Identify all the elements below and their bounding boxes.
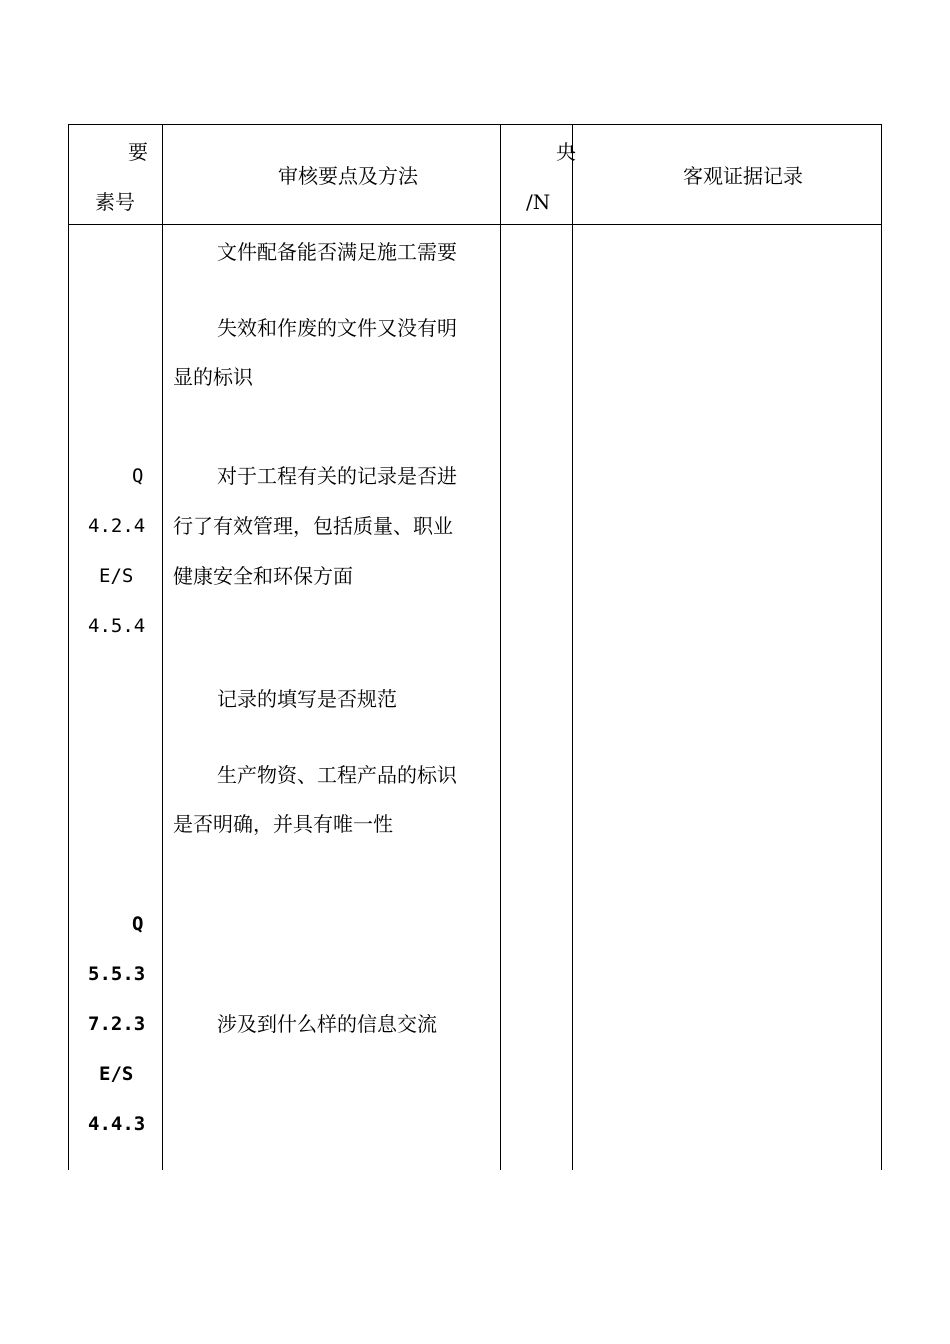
clause-line: E/S — [99, 1063, 134, 1085]
header-yn-line2: /N — [526, 190, 551, 214]
col-divider-3 — [572, 124, 573, 1170]
audit-point-line: 记录的填写是否规范 — [217, 687, 397, 711]
header-element-no-line2: 素号 — [95, 190, 135, 214]
audit-point-line: 是否明确，并具有唯一性 — [173, 812, 393, 836]
header-audit-points: 审核要点及方法 — [278, 164, 418, 188]
clause-line: Q — [132, 913, 144, 935]
audit-point-line: 行了有效管理，包括质量、职业 — [173, 514, 453, 538]
audit-point-line: 失效和作废的文件又没有明 — [217, 316, 457, 340]
audit-point-line: 对于工程有关的记录是否进 — [217, 464, 457, 488]
audit-point-line: 文件配备能否满足施工需要 — [217, 240, 457, 264]
clause-line: 4.4.3 — [88, 1113, 146, 1135]
audit-point-line: 涉及到什么样的信息交流 — [217, 1012, 437, 1036]
header-bottom-border — [68, 224, 882, 225]
col-divider-2 — [500, 124, 501, 1170]
clause-line: E/S — [99, 565, 134, 587]
clause-line: 7.2.3 — [88, 1013, 146, 1035]
clause-line: 4.2.4 — [88, 515, 146, 537]
table-left-border — [68, 124, 69, 1170]
clause-line: Q — [132, 465, 144, 487]
audit-point-line: 生产物资、工程产品的标识 — [217, 763, 457, 787]
header-element-no-line1: 要 — [128, 140, 148, 164]
header-yn-line1: 央 — [556, 140, 576, 164]
clause-line: 5.5.3 — [88, 963, 146, 985]
header-evidence-record: 客观证据记录 — [683, 164, 803, 188]
audit-point-line: 显的标识 — [173, 365, 253, 389]
col-divider-1 — [162, 124, 163, 1170]
audit-point-line: 健康安全和环保方面 — [173, 564, 353, 588]
clause-line: 4.5.4 — [88, 615, 146, 637]
table-right-border — [881, 124, 882, 1170]
table-top-border — [68, 124, 882, 125]
